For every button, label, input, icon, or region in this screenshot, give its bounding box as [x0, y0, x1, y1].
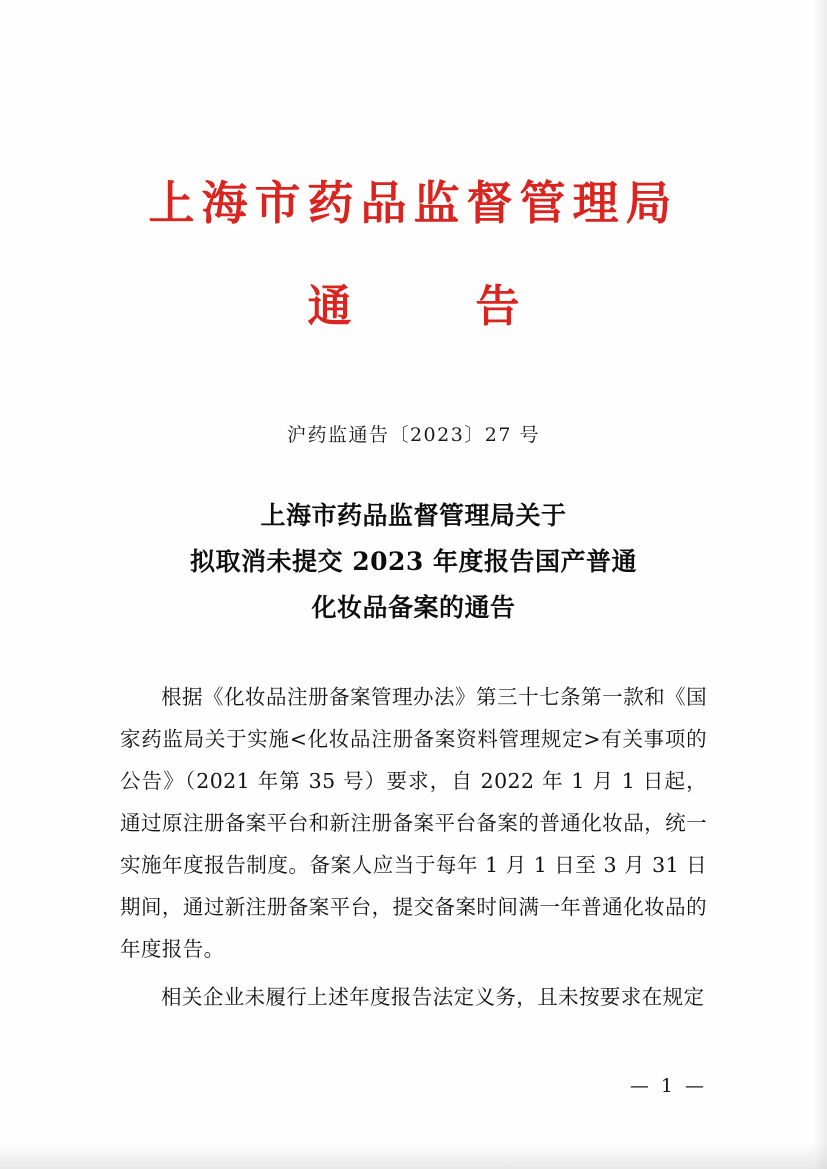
document-title-line-1: 上海市药品监督管理局关于 — [260, 500, 567, 530]
body-paragraph-2: 相关企业未履行上述年度报告法定义务，且未按要求在规定 — [161, 984, 705, 1009]
document-content — [0, 176, 827, 1018]
issuer-heading: 上海市药品监督管理局 — [148, 176, 679, 230]
document-number: 沪药监通告〔2023〕27 号 — [286, 423, 541, 446]
document-body — [120, 676, 707, 1018]
document-title-line-3: 化妆品备案的通告 — [311, 593, 516, 623]
document-title — [120, 493, 707, 632]
body-paragraph-1: 根据《化妆品注册备案管理办法》第三十七条第一款和《国家药监局关于实施<化妆品注册备案资料管理规定>有关事项的公告》（2021 年第 35 号）要求，自 2022 年 1 月 1 日起，通过原注册备案平台和新注册备案平台备案的普通化妆品，统一实施年度报告制度。备案人应当于每年 1 月 1 日至 3 月 31 日期间，通过新注册备案平台，提交备案时间满一年普通化妆品的年度报告。 — [120, 684, 707, 961]
document-kind-heading: 通 告 — [307, 281, 560, 333]
document-title-line-2: 拟取消未提交 2023 年度报告国产普通 — [190, 547, 637, 577]
page-number: — 1 — — [629, 1075, 707, 1097]
